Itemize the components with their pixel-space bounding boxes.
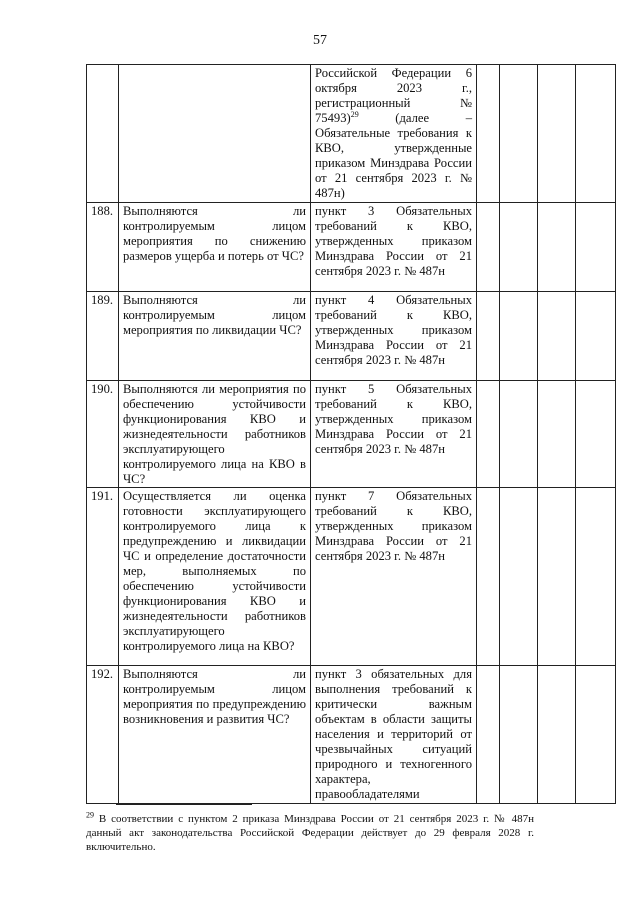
footnote-text: В соответствии с пунктом 2 приказа Минздрава России от 21 сентября 2023 г. № 487н данный акт законодательства Российской Федерации действует до 29 февраля 2028 г. включительно.: [86, 813, 534, 853]
answer-cell-na: [538, 488, 576, 666]
answer-cell-na: [538, 292, 576, 381]
legal-reference: пункт 3 Обязательных требований к КВО, утвержденных приказом Минздрава России от 21 сентября 2023 г. № 487н: [311, 203, 477, 292]
answer-cell-yes: [477, 203, 500, 292]
table-row: [87, 203, 616, 292]
row-number: 189.: [87, 292, 119, 381]
table-row: [87, 65, 616, 203]
answer-cell-note: [576, 381, 616, 488]
answer-cell-yes: [477, 666, 500, 804]
requirement-question: Выполняются ли контролируемым лицом мероприятия по ликвидации ЧС?: [119, 292, 311, 381]
requirement-question: Выполняются ли контролируемым лицом мероприятия по снижению размеров ущерба и потерь от ЧС?: [119, 203, 311, 292]
answer-cell-yes: [477, 65, 500, 203]
row-number: [87, 65, 119, 203]
row-number: 190.: [87, 381, 119, 488]
footnote-marker: 29: [350, 109, 359, 119]
table-row: [87, 292, 616, 381]
answer-cell-yes: [477, 381, 500, 488]
answer-cell-no: [500, 381, 538, 488]
answer-cell-na: [538, 381, 576, 488]
footnote: [86, 812, 534, 854]
answer-cell-yes: [477, 292, 500, 381]
answer-cell-note: [576, 65, 616, 203]
answer-cell-na: [538, 65, 576, 203]
answer-cell-note: [576, 292, 616, 381]
requirement-question: [119, 65, 311, 203]
legal-reference: пункт 4 Обязательных требований к КВО, утвержденных приказом Минздрава России от 21 сентября 2023 г. № 487н: [311, 292, 477, 381]
footnote-marker: 29: [86, 810, 94, 820]
table-row: [87, 488, 616, 666]
answer-cell-na: [538, 666, 576, 804]
answer-cell-no: [500, 65, 538, 203]
legal-reference: Российской Федерации 6 октября 2023 г., регистрационный № 75493)$^{29}$ (далее – Обязательные требования к КВО, утвержденные приказом Минздрава России от 21 сентября 2023 г. № 487н): [311, 65, 477, 203]
answer-cell-note: [576, 666, 616, 804]
answer-cell-no: [500, 203, 538, 292]
answer-cell-no: [500, 666, 538, 804]
table-row: [87, 381, 616, 488]
answer-cell-yes: [477, 488, 500, 666]
table-row: [87, 666, 616, 804]
answer-cell-no: [500, 488, 538, 666]
legal-reference: пункт 7 Обязательных требований к КВО, утвержденных приказом Минздрава России от 21 сентября 2023 г. № 487н: [311, 488, 477, 666]
footnote-divider: [116, 804, 252, 805]
answer-cell-na: [538, 203, 576, 292]
page-number: 57: [313, 33, 327, 48]
row-number: 191.: [87, 488, 119, 666]
row-number: 188.: [87, 203, 119, 292]
row-number: 192.: [87, 666, 119, 804]
answer-cell-note: [576, 203, 616, 292]
requirement-question: Выполняются ли мероприятия по обеспечению устойчивости функционирования КВО и жизнедеятельности работников эксплуатирующего контролируемого лица на КВО в ЧС?: [119, 381, 311, 488]
checklist-table: [86, 64, 616, 804]
answer-cell-no: [500, 292, 538, 381]
requirement-question: Выполняются ли контролируемым лицом мероприятия по предупреждению возникновения и развития ЧС?: [119, 666, 311, 804]
answer-cell-note: [576, 488, 616, 666]
legal-reference: пункт 3 обязательных для выполнения требований к критически важным объектам в области защиты населения и территорий от чрезвычайных ситуаций природного и техногенного характера, правообладателями: [311, 666, 477, 804]
legal-reference: пункт 5 Обязательных требований к КВО, утвержденных приказом Минздрава России от 21 сентября 2023 г. № 487н: [311, 381, 477, 488]
requirement-question: Осуществляется ли оценка готовности эксплуатирующего контролируемого лица к предупреждению и ликвидации ЧС и определение достаточности мер, выполняемых по обеспечению устойчивости функционирования КВО и жизнедеятельности работников эксплуатирующего контролируемого лица на КВО?: [119, 488, 311, 666]
